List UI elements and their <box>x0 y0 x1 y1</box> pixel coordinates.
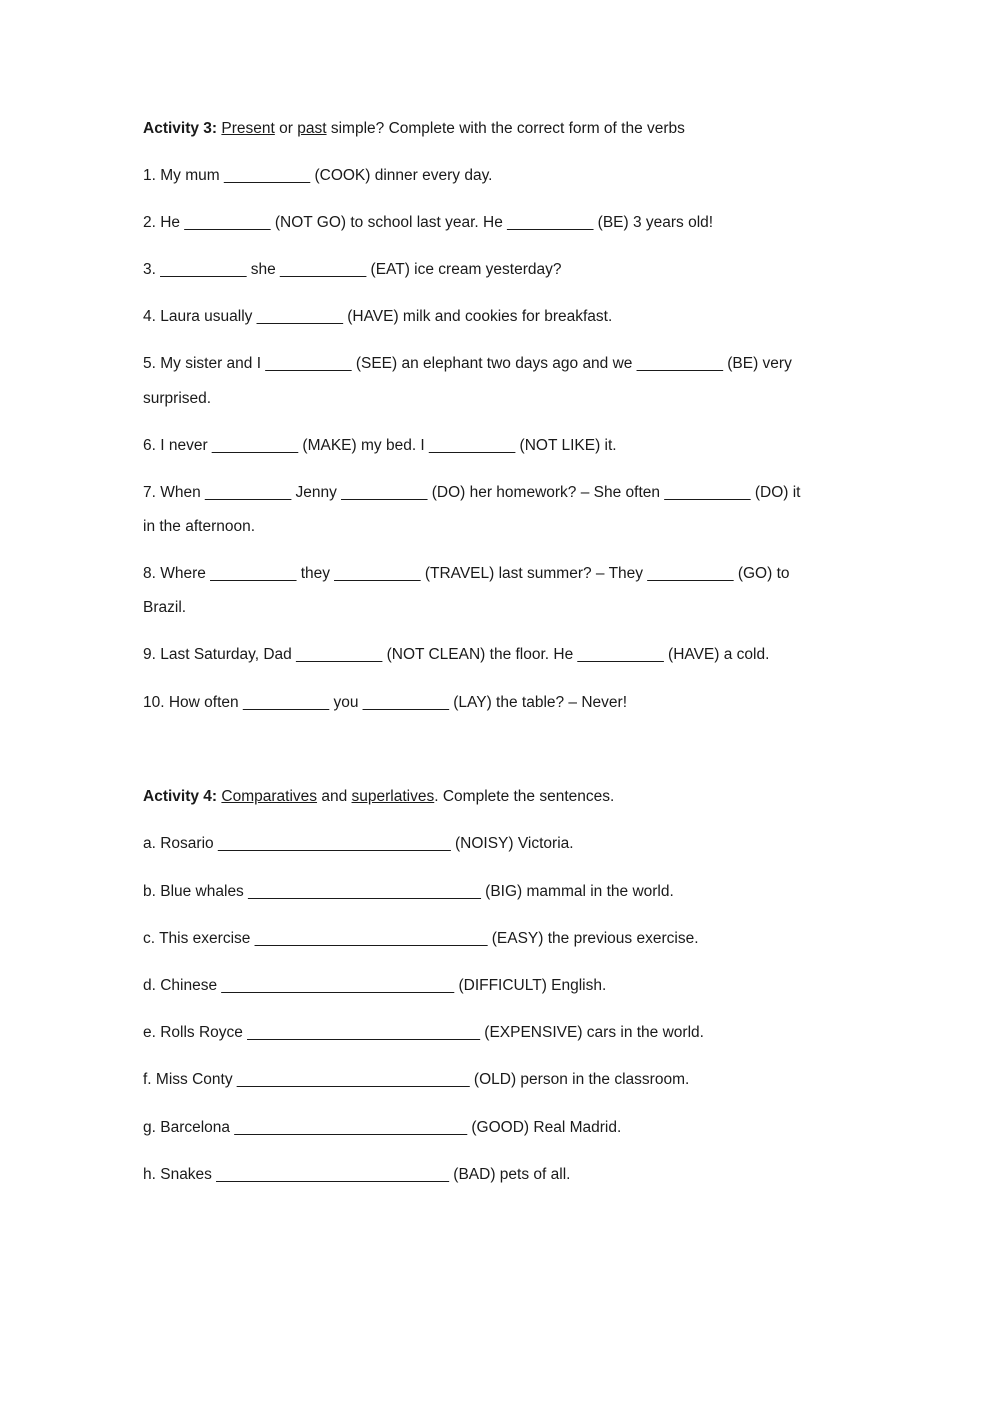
activity4-item-c: c. This exercise ___________________________ (EASY) the previous exercise. <box>143 930 699 947</box>
activity4-word-superlatives: superlatives <box>351 788 435 805</box>
activity3-item-10: 10. How often __________ you __________ (LAY) the table? – Never! <box>143 694 628 711</box>
activity4-label: Activity 4: <box>143 788 218 805</box>
activity4-instruction <box>143 788 614 806</box>
activity4-item-b: b. Blue whales ___________________________ (BIG) mammal in the world. <box>143 883 674 900</box>
activity4-instruction-rest: . Complete the sentences. <box>434 788 615 805</box>
activity3-instruction-rest: simple? Complete with the correct form of the verbs <box>326 120 685 137</box>
activity4-item-f: f. Miss Conty ___________________________ (OLD) person in the classroom. <box>143 1071 690 1088</box>
activity3-item-1: 1. My mum __________ (COOK) dinner every day. <box>143 167 493 184</box>
activity3-item-8-cont: Brazil. <box>143 599 187 616</box>
activity3-item-5: 5. My sister and I __________ (SEE) an elephant two days ago and we __________ (BE) very <box>143 355 792 372</box>
activity3-item-7: 7. When __________ Jenny __________ (DO) her homework? – She often __________ (DO) it <box>143 484 801 501</box>
activity3-item-6: 6. I never __________ (MAKE) my bed. I __________ (NOT LIKE) it. <box>143 437 617 454</box>
activity3-item-8: 8. Where __________ they __________ (TRAVEL) last summer? – They __________ (GO) to <box>143 565 790 582</box>
activity4-item-d: d. Chinese ___________________________ (DIFFICULT) English. <box>143 977 607 994</box>
activity4-word-comparatives: Comparatives <box>221 788 318 805</box>
activity3-item-7-cont: in the afternoon. <box>143 518 256 535</box>
activity3-item-4: 4. Laura usually __________ (HAVE) milk and cookies for breakfast. <box>143 308 613 325</box>
activity3-word-past: past <box>297 120 327 137</box>
activity3-connector: or <box>274 120 298 137</box>
activity4-item-e: e. Rolls Royce ___________________________ (EXPENSIVE) cars in the world. <box>143 1024 704 1041</box>
activity4-item-h: h. Snakes ___________________________ (BAD) pets of all. <box>143 1166 571 1183</box>
activity3-item-9: 9. Last Saturday, Dad __________ (NOT CLEAN) the floor. He __________ (HAVE) a cold. <box>143 646 770 663</box>
activity3-label: Activity 3: <box>143 120 218 137</box>
activity3-item-2: 2. He __________ (NOT GO) to school last year. He __________ (BE) 3 years old! <box>143 214 714 231</box>
activity4-item-a: a. Rosario ___________________________ (NOISY) Victoria. <box>143 835 574 852</box>
activity3-instruction <box>143 120 685 138</box>
activity3-word-present: Present <box>221 120 275 137</box>
activity4-item-g: g. Barcelona ___________________________ (GOOD) Real Madrid. <box>143 1119 622 1136</box>
activity3-item-3: 3. __________ she __________ (EAT) ice cream yesterday? <box>143 261 562 278</box>
activity4-connector: and <box>317 788 352 805</box>
activity3-item-5-cont: surprised. <box>143 390 212 407</box>
